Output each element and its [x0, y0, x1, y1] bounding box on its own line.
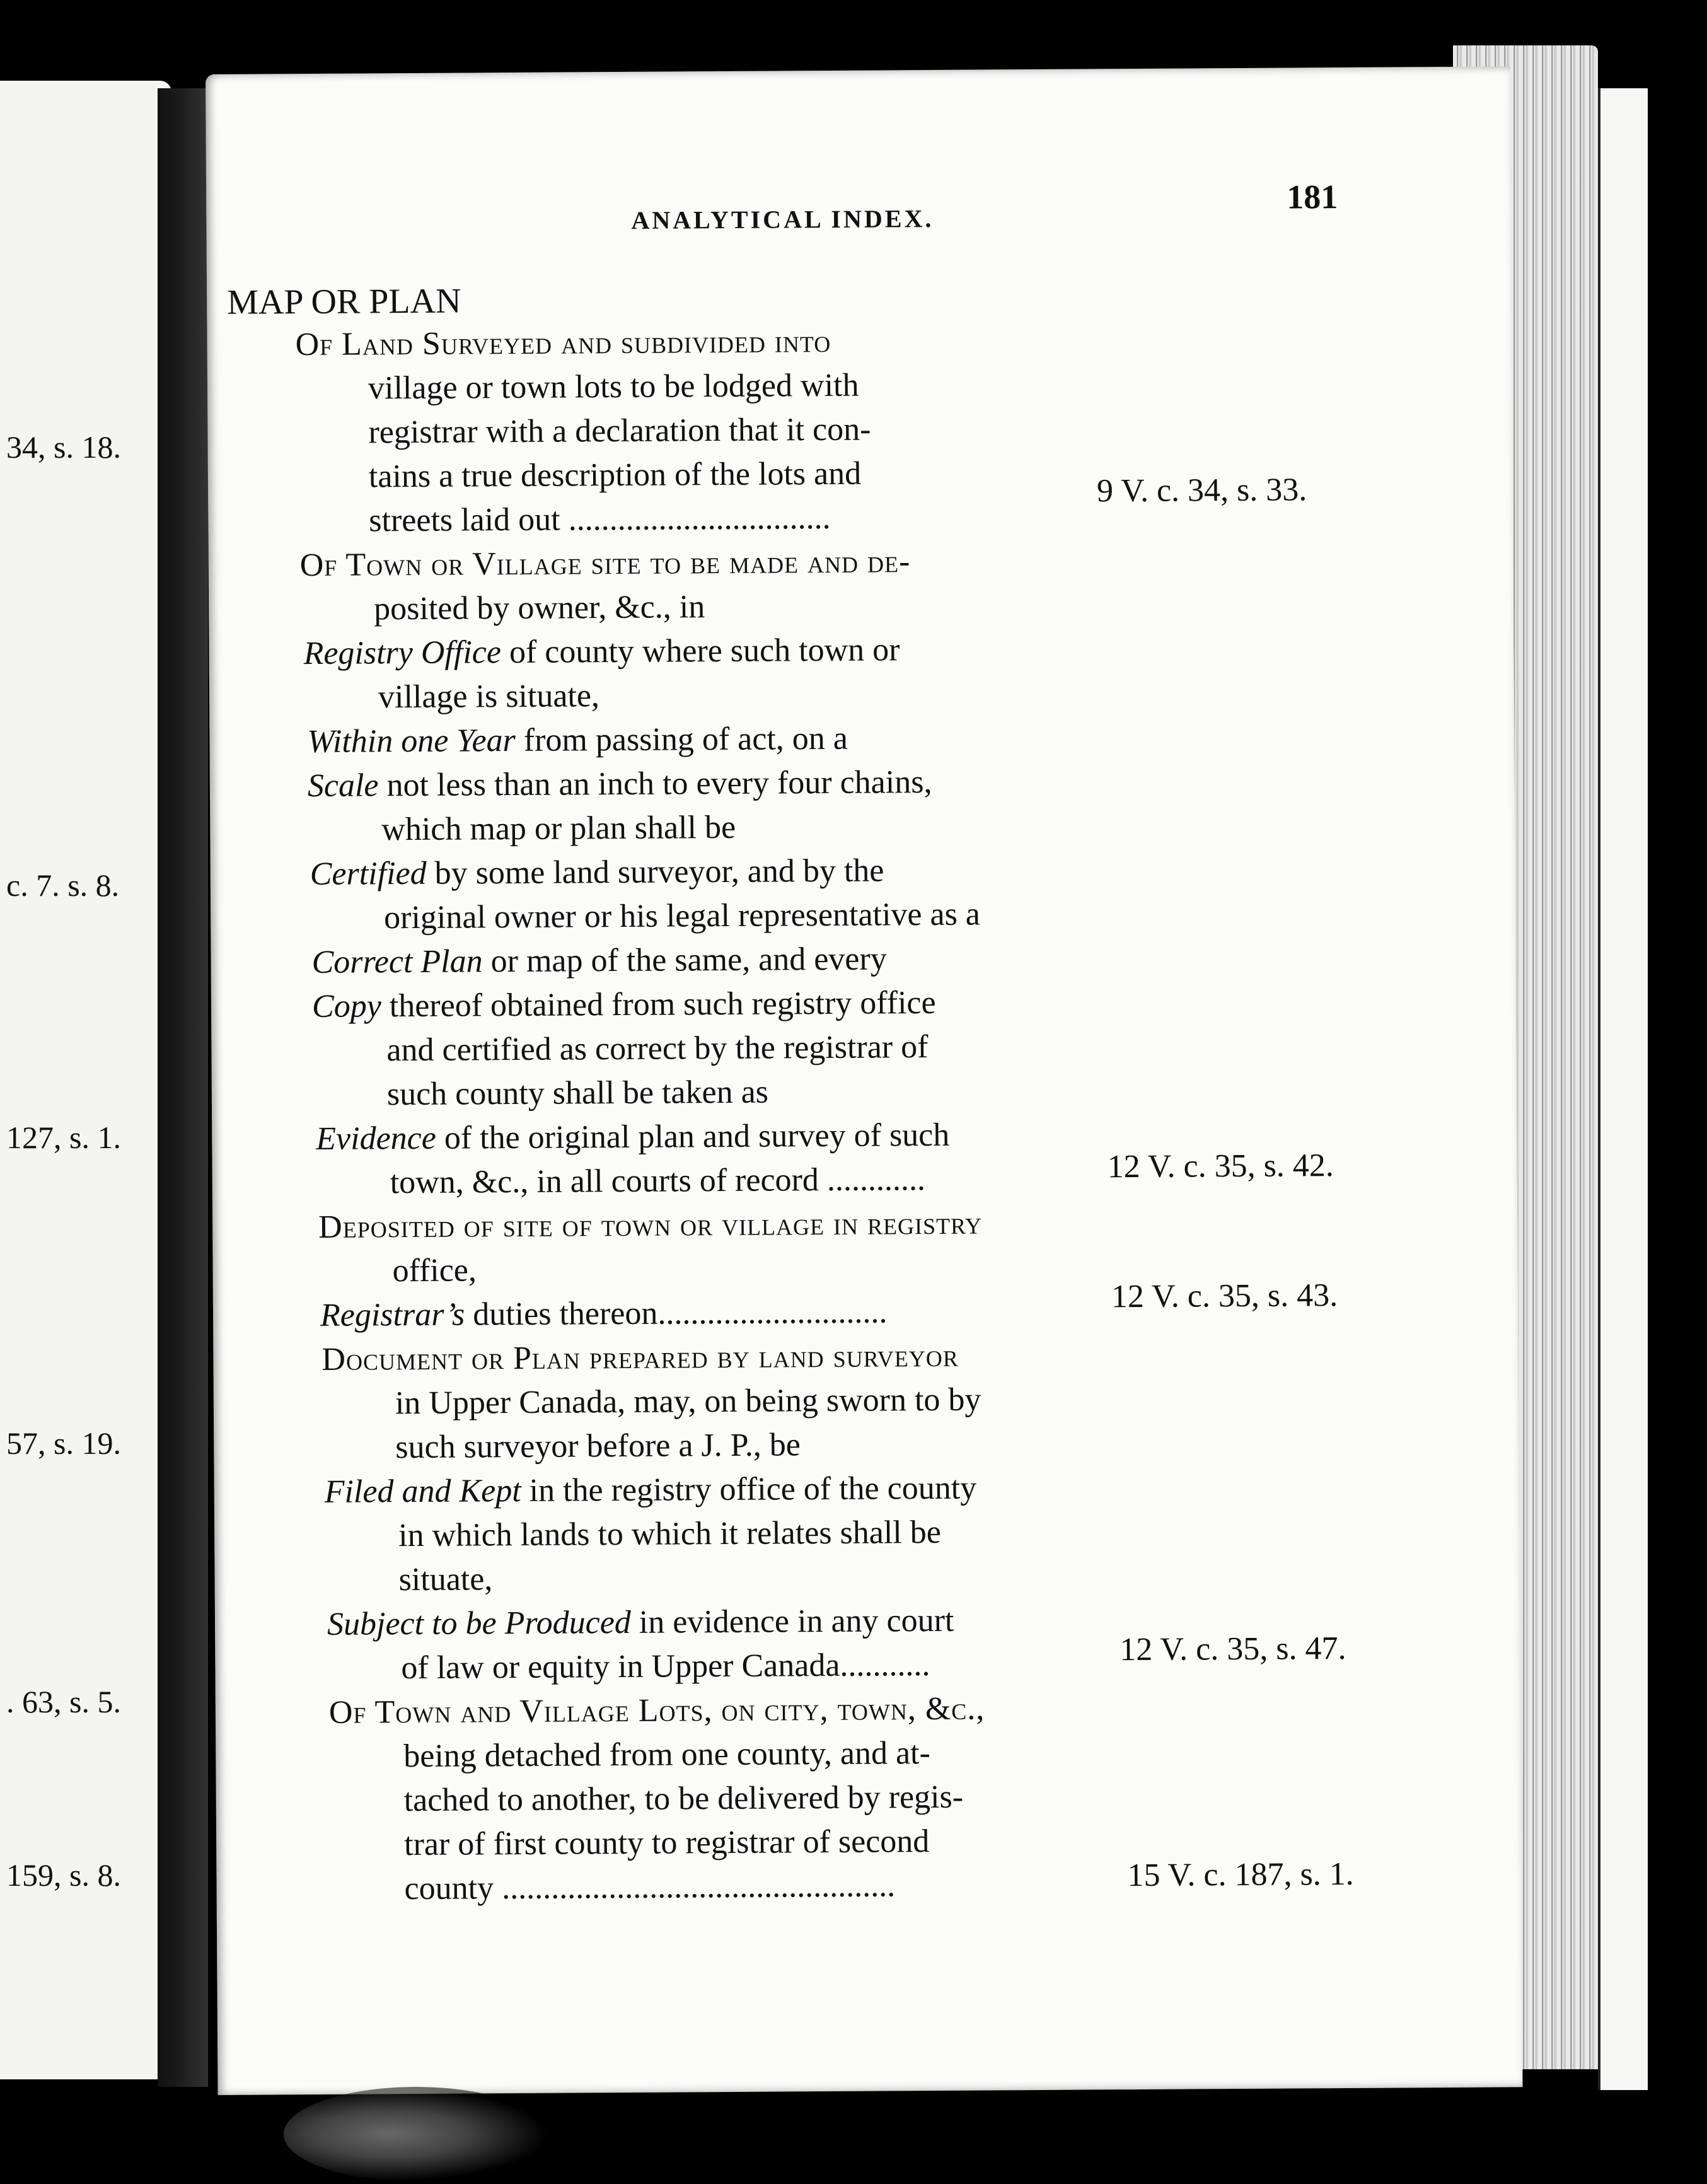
entry-line-lead: Evidence — [316, 1120, 437, 1157]
citation: 12 V. c. 35, s. 43. — [1111, 1277, 1338, 1315]
left-page — [0, 81, 171, 2079]
entry-line-text: in the registry office of the county — [521, 1470, 977, 1509]
entry-line: in Upper Canada, may, on being sworn to by — [395, 1381, 981, 1422]
citation: 15 V. c. 187, s. 1. — [1127, 1856, 1354, 1894]
entry-line — [307, 720, 848, 760]
entry-line-text: or map of the same, and every — [482, 941, 887, 980]
citation: 9 V. c. 34, s. 33. — [1096, 472, 1307, 509]
entry-line-lead: Registrar’s — [320, 1296, 465, 1333]
book-cover-edge — [1598, 88, 1648, 2090]
left-ref: c. 7. s. 8. — [6, 868, 120, 903]
entry-line-text: in evidence in any court — [630, 1602, 954, 1641]
entry-line — [310, 852, 884, 893]
citation: 12 V. c. 35, s. 42. — [1107, 1147, 1334, 1185]
running-title: ANALYTICAL INDEX. — [631, 204, 934, 235]
page-number: 181 — [1287, 178, 1338, 216]
entry-line: Document or Plan prepared by land surveyor — [321, 1337, 959, 1378]
entry-line: tains a true description of the lots and — [368, 455, 862, 495]
entry-line: situate, — [398, 1561, 493, 1598]
entry-line-lead: Scale — [307, 767, 379, 804]
left-ref: 159, s. 8. — [6, 1857, 121, 1893]
entry-line — [316, 1117, 949, 1158]
entry-line-text: thereof obtained from such registry office — [381, 984, 936, 1025]
scan-stain — [284, 2087, 548, 2181]
entry-line: and certified as correct by the registrar of — [386, 1029, 929, 1069]
entry-line-text: not less than an inch to every four chains, — [378, 764, 932, 804]
entry-line-text: of county where such town or — [501, 632, 900, 671]
entry-line: trar of first county to registrar of second — [403, 1823, 930, 1863]
entry-line: town, &c., in all courts of record ............ — [390, 1161, 926, 1201]
entry-line: streets laid out ................................ — [369, 499, 831, 539]
entry-line — [320, 1293, 888, 1333]
entry-line: such county shall be taken as — [386, 1074, 769, 1113]
entry-line: registrar with a declaration that it con- — [368, 411, 871, 451]
entry-line: Of Land Surveyed and subdivided into — [295, 323, 831, 363]
entry-line: Of Town or Village site to be made and de- — [299, 543, 911, 584]
entry-line: Of Town and Village Lots, on city, town, &c., — [328, 1690, 985, 1731]
left-ref: 57, s. 19. — [6, 1426, 121, 1461]
entry-line: county ................................................ — [404, 1867, 896, 1907]
entry-line: original owner or his legal representative as a — [384, 896, 981, 936]
entry-line-text: duties thereon............................ — [465, 1294, 888, 1333]
entry-line: of law or equity in Upper Canada........... — [401, 1647, 930, 1687]
entry-line: village or town lots to be lodged with — [367, 367, 859, 407]
entry-line: posited by owner, &c., in — [374, 589, 705, 627]
left-ref: 34, s. 18. — [6, 429, 121, 465]
book-gutter — [158, 88, 208, 2087]
entry-line: tached to another, to be delivered by regis- — [403, 1779, 964, 1819]
entry-line-lead: Certified — [310, 855, 427, 893]
entry-line: village is situate, — [378, 678, 600, 716]
entry-line-text: of the original plan and survey of such — [436, 1117, 950, 1156]
book-page — [205, 66, 1523, 2095]
entry-line-lead: Copy — [311, 988, 381, 1025]
entry-line-lead: Filed and Kept — [324, 1472, 521, 1510]
entry-line: Deposited of site of town or village in registry — [318, 1205, 983, 1245]
entry-line-lead: Within one Year — [307, 723, 516, 760]
entry-line: office, — [392, 1252, 477, 1289]
entry-heading: MAP OR PLAN — [227, 281, 461, 322]
entry-line-lead: Correct Plan — [311, 943, 483, 980]
entry-line — [312, 984, 936, 1025]
entry-line: which map or plan shall be — [381, 809, 736, 848]
entry-line: in which lands to which it relates shall be — [398, 1514, 942, 1554]
entry-line: such surveyor before a J. P., be — [395, 1427, 801, 1466]
entry-line: being detached from one county, and at- — [403, 1735, 930, 1775]
citation: 12 V. c. 35, s. 47. — [1120, 1630, 1346, 1668]
entry-line — [325, 1470, 977, 1511]
entry-line-text: from passing of act, on a — [515, 720, 848, 759]
entry-line — [311, 940, 886, 981]
entry-line-lead: Subject to be Produced — [327, 1604, 631, 1642]
entry-line-lead: Registry Office — [303, 634, 502, 672]
left-ref: . 63, s. 5. — [6, 1684, 121, 1719]
entry-line-text: by some land surveyor, and by the — [426, 852, 884, 892]
entry-line — [308, 764, 932, 804]
entry-line — [327, 1602, 954, 1643]
entry-line — [303, 631, 900, 672]
left-ref: 127, s. 1. — [6, 1120, 121, 1155]
